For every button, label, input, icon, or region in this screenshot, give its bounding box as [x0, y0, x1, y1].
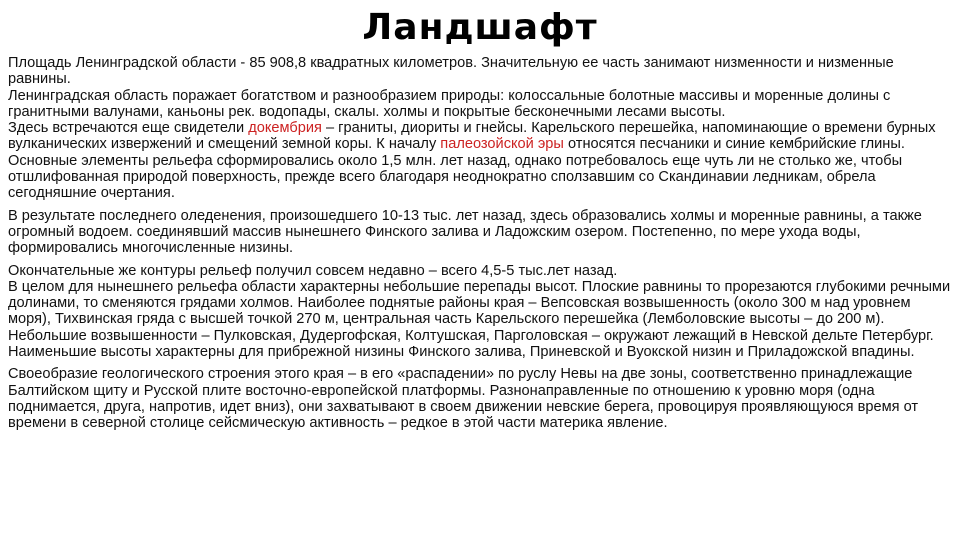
highlight-precambrian: докембрия: [248, 120, 322, 137]
highlight-paleozoic: палеозойской эры: [440, 136, 564, 153]
paragraph-area: Площадь Ленинградской области - 85 908,8 квадратных километров. Значительную ее часть занимают низменности и низменные равнины.: [8, 55, 894, 88]
slide-title: Ландшафт: [362, 7, 598, 48]
paragraph-geology-text-b: – граниты, диориты и гнейсы. Карельского перешейка, напоминающие о времени бурных вулканических извержений и смещений земной коры. К началу: [8, 120, 936, 153]
paragraph-geology-text-a: Здесь встречаются еще свидетели: [8, 120, 249, 137]
paragraph-glaciation: В результате последнего оледенения, произошедшего 10-13 тыс. лет назад, здесь образовались холмы и моренные равнины, а также огромный водоем. соединявший массив нынешнего Финского залива и Ладожским озером. Постепенно, по мере ухода воды, формировались многочисленные низины.: [8, 207, 922, 257]
paragraph-geology-text-c: относятся песчаники и синие кембрийские глины. Основные элементы рельефа сформировались около 1,5 млн. лет назад, однако потребовалось еще чуть ли не столько же, чтобы отшлифованная природой поверхность, прежде всего благодаря неоднократно сползавшим со Скандинавии ледникам, обрела сегодняшние очертания.: [8, 136, 905, 202]
paragraph-contours: Окончательные же контуры рельеф получил совсем недавно – всего 4,5-5 тыс.лет назад.: [8, 262, 618, 279]
paragraph-geology: [8, 120, 953, 201]
paragraph-structure: Своеобразие геологического строения этого края – в его «распадении» по руслу Невы на две зоны, соответственно принадлежащие Балтийском щиту и Русской плите восточно-европейской платформы. Разнонаправленные по отношению к уровню моря (одна поднимается, друга, напротив, идет вниз), они захватывают в своем движении невские берега, провоцируя проявляющуюся время от времени в северной столице сейсмическую активность – редкое в этой части материка явление.: [8, 366, 919, 432]
paragraph-nature: Ленинградская область поражает богатством и разнообразием природы: колоссальные болотные массивы и моренные долины с гранитными валунами, каньоны рек. водопады, скалы. холмы и покрытые бесконечными лесами высоты.: [8, 87, 891, 120]
paragraph-relief: В целом для нынешнего рельефа области характерны небольшие перепады высот. Плоские равнины то прорезаются глубокими речными долинами, то сменяются грядами холмов. Наиболее поднятые районы края – Вепсовская возвышенность (около 300 м над уровнем моря), Тихвинская гряда с высшей точкой 270 м, центральная часть Карельского перешейка (Лемболовские высоты – до 200 м). Небольшие возвышенности – Пулковская, Дудергофская, Колтушская, Парголовская – окружают лежащий в Невской дельте Петербург. Наименьшие высоты характерны для прибрежной низины Финского залива, Приневской и Вуокской низин и Приладожской впадины.: [8, 278, 951, 361]
slide-body: [8, 55, 953, 432]
